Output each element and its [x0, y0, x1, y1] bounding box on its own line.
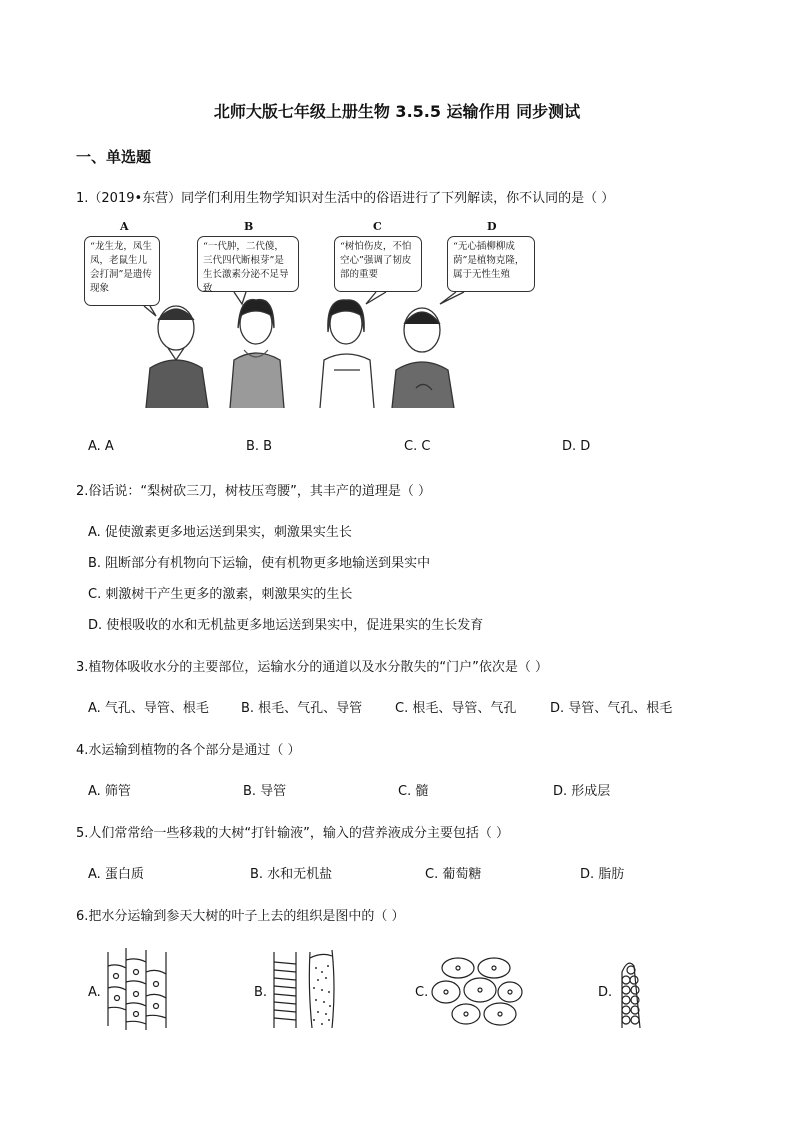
q1-option-c[interactable]: C. C — [404, 439, 431, 454]
q3-option-a[interactable]: A. 气孔、导管、根毛 — [88, 701, 209, 716]
figure-label-d: D — [487, 220, 497, 233]
cell-tissue-a-diagram — [102, 946, 172, 1032]
page-title: 北师大版七年级上册生物 3.5.5 运输作用 同步测试 — [213, 102, 581, 121]
q2-option-a[interactable]: A. 促使激素更多地运送到果实，刺激果实生长 — [88, 525, 352, 540]
q2-option-b[interactable]: B. 阻断部分有机物向下运输，使有机物更多地输送到果实中 — [88, 556, 431, 571]
question-1-stem: 1.（2019•东营）同学们利用生物学知识对生活中的俗语进行了下列解读，你不认同的是（ ） — [76, 191, 615, 206]
q4-option-b[interactable]: B. 导管 — [243, 784, 287, 799]
q5-option-b[interactable]: B. 水和无机盐 — [250, 867, 333, 882]
q3-option-d[interactable]: D. 导管、气孔、根毛 — [550, 701, 673, 716]
figure-label-c: C — [373, 220, 382, 233]
q5-option-d[interactable]: D. 脂肪 — [580, 867, 625, 882]
figure-label-a: A — [120, 220, 129, 233]
q1-option-a[interactable]: A. A — [88, 439, 114, 454]
q4-option-d[interactable]: D. 形成层 — [553, 784, 611, 799]
cell-column-d-diagram — [612, 954, 646, 1030]
q4-option-c[interactable]: C. 髓 — [398, 784, 429, 799]
q1-option-b[interactable]: B. B — [246, 439, 273, 454]
q5-option-a[interactable]: A. 蛋白质 — [88, 867, 144, 882]
vessel-tissue-b-diagram — [266, 948, 346, 1032]
speech-bubble-d: “无心插柳柳成荫”是植物克隆，属于无性生殖 — [447, 236, 535, 292]
question-3-stem: 3.植物体吸收水分的主要部位，运输水分的通道以及水分散失的“门户”依次是（ ） — [76, 660, 549, 675]
q4-option-a[interactable]: A. 筛管 — [88, 784, 131, 799]
q6-option-b[interactable]: B. — [254, 985, 268, 1000]
q6-option-c[interactable]: C. — [415, 985, 429, 1000]
q3-option-c[interactable]: C. 根毛、导管、气孔 — [395, 701, 517, 716]
question-1-figure — [84, 220, 525, 408]
speech-bubble-b: “一代肿，二代傻，三代四代断根芽”是生长激素分泌不足导致 — [197, 236, 299, 292]
q6-option-a[interactable]: A. — [88, 985, 101, 1000]
section-heading: 一、单选题 — [76, 148, 152, 166]
speech-bubble-a: “龙生龙，凤生凤，老鼠生儿会打洞”是遗传现象 — [84, 236, 160, 306]
q3-option-b[interactable]: B. 根毛、气孔、导管 — [241, 701, 363, 716]
q5-option-c[interactable]: C. 葡萄糖 — [425, 867, 482, 882]
question-2-stem: 2.俗话说：“梨树砍三刀，树枝压弯腰”，其丰产的道理是（ ） — [76, 484, 432, 499]
q2-option-d[interactable]: D. 使根吸收的水和无机盐更多地运送到果实中，促进果实的生长发育 — [88, 618, 484, 633]
question-5-stem: 5.人们常常给一些移栽的大树“打针输液”，输入的营养液成分主要包括（ ） — [76, 826, 510, 841]
cell-cluster-c-diagram — [428, 954, 524, 1030]
question-4-stem: 4.水运输到植物的各个部分是通过（ ） — [76, 743, 301, 758]
q6-option-d[interactable]: D. — [598, 985, 613, 1000]
speech-bubble-c: “树怕伤皮，不怕空心”强调了韧皮部的重要 — [334, 236, 422, 292]
figure-label-b: B — [244, 220, 254, 233]
q2-option-c[interactable]: C. 刺激树干产生更多的激素，刺激果实的生长 — [88, 587, 353, 602]
question-6-stem: 6.把水分运输到参天大树的叶子上去的组织是图中的（ ） — [76, 909, 405, 924]
q1-option-d[interactable]: D. D — [562, 439, 591, 454]
students-illustration — [84, 220, 536, 408]
